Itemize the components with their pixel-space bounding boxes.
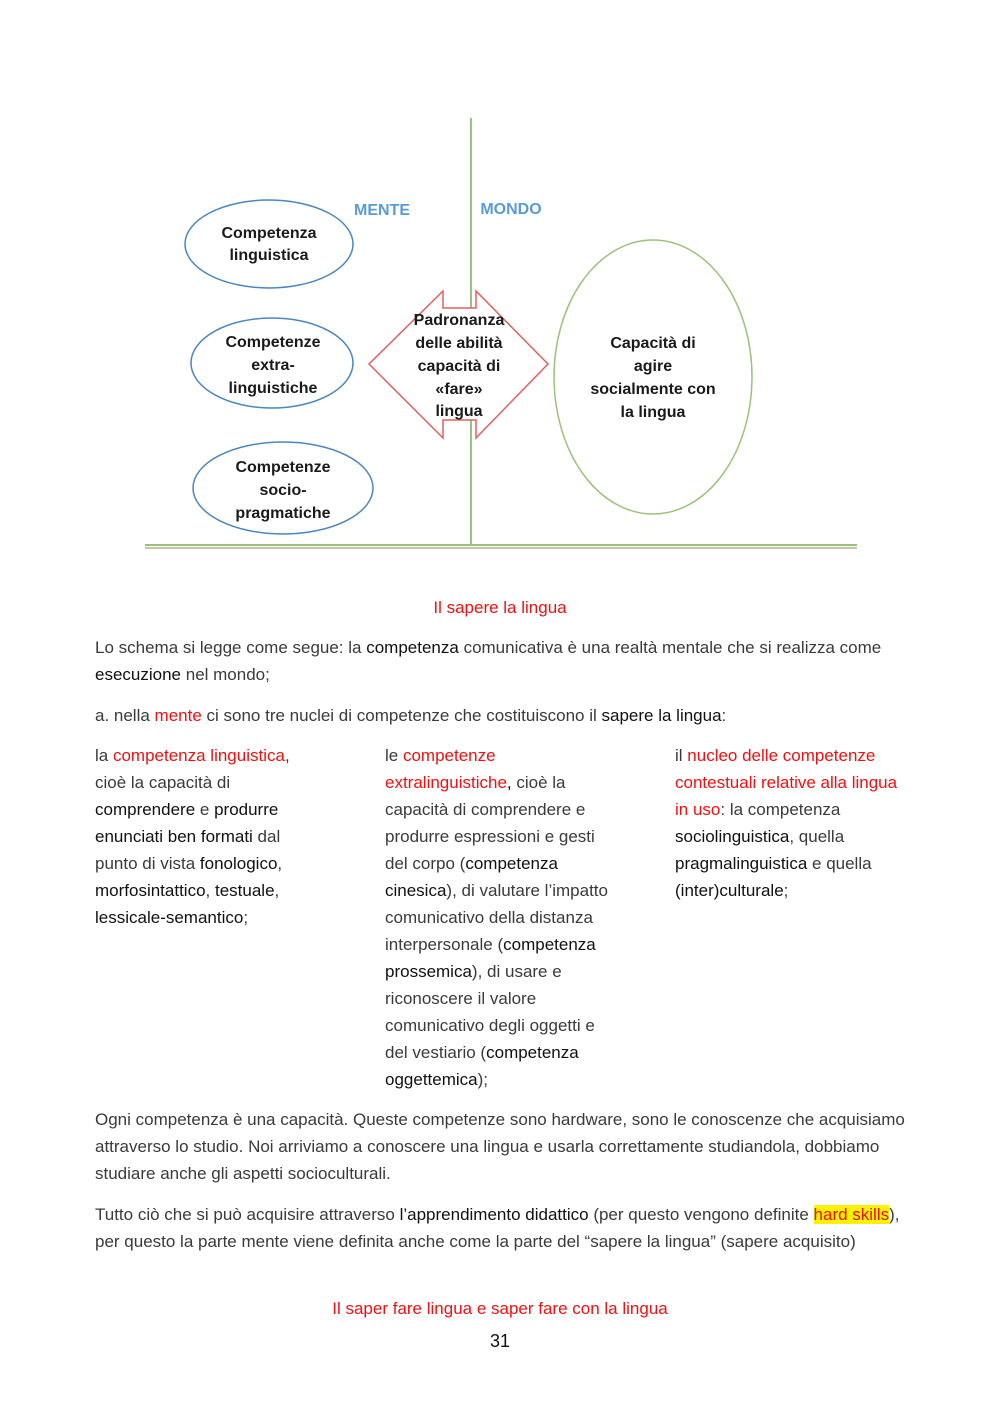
right-ellipse-line3: socialmente con: [590, 381, 716, 398]
red-term: competenza linguistica: [112, 746, 285, 765]
page-number: 31: [489, 1331, 511, 1351]
arrow-line2: delle abilità: [415, 335, 503, 352]
mente-label: MENTE: [354, 202, 410, 219]
text-run: ), di usare e riconoscere il valore comunicativo degli oggetti e del vestiario (: [385, 962, 595, 1062]
text-run: e quella: [807, 854, 872, 873]
column-competenze-extralinguistiche: [385, 742, 615, 1093]
column-competenze-contestuali: [675, 742, 910, 904]
paragraph-schema: [95, 634, 905, 688]
arrow-line4: «fare»: [435, 381, 483, 398]
ellipse3-line1: Competenze: [235, 459, 331, 476]
bold-term: fonologico: [199, 854, 278, 873]
text-run: : la competenza: [720, 800, 841, 819]
bold-term: competenza oggettemica: [385, 1043, 579, 1089]
ellipse2-line2: extra-: [251, 357, 295, 374]
ellipse1-line2: linguistica: [229, 247, 309, 264]
right-ellipse-line1: Capacità di: [610, 335, 696, 352]
text-run: , cioè la capacità di: [95, 746, 290, 792]
text-run: comunicativa è una realtà mentale che si realizza come: [458, 638, 882, 657]
section-heading-sapere: Il sapere la lingua: [433, 598, 567, 617]
text-run: Lo schema si legge come segue: la: [95, 638, 367, 657]
text-run: ), di valutare l’impatto comunicativo della distanza interpersonale (: [385, 881, 608, 954]
red-term: mente: [154, 706, 202, 725]
text-run: , quella: [789, 827, 845, 846]
bold-term: testuale: [215, 881, 275, 900]
text-run: (per questo vengono definite: [588, 1205, 814, 1224]
ellipse2-line3: linguistiche: [228, 380, 318, 397]
paragraph-apprendimento: [95, 1201, 905, 1255]
text-run: Tutto ciò che si può acquisire attraverso: [95, 1205, 400, 1224]
text-run: a. nella: [95, 706, 155, 725]
ellipse2-line1: Competenze: [225, 334, 321, 351]
text-run: ;: [243, 908, 249, 927]
column-competenza-linguistica: [95, 742, 310, 931]
competence-diagram: [0, 0, 1000, 560]
bold-term: l’apprendimento didattico: [399, 1205, 589, 1224]
text-run: :: [721, 706, 727, 725]
ellipse3-line2: socio-: [259, 482, 307, 499]
text-run: );: [477, 1070, 489, 1089]
text-run: ;: [783, 881, 789, 900]
text-run: ci sono tre nuclei di competenze che costituiscono il: [201, 706, 602, 725]
bold-term: morfosintattico: [95, 881, 206, 900]
bold-term: pragmalinguistica: [675, 854, 808, 873]
paragraph-mente: [95, 702, 905, 729]
right-ellipse-line4: la lingua: [620, 404, 686, 421]
text-run: dal punto di vista: [95, 827, 281, 873]
text-run: cioè la capacità di comprendere e produrre espressioni e gesti del corpo (: [385, 773, 595, 873]
bold-term: sapere la lingua: [601, 706, 722, 725]
bold-term: esecuzione: [95, 665, 182, 684]
text-run: ,: [274, 881, 280, 900]
text-run: nel mondo;: [181, 665, 270, 684]
arrow-line5: lingua: [435, 403, 483, 420]
ellipse-competenza-linguistica: [185, 200, 353, 288]
text-run: ), per questo la parte mente viene definita anche come la parte del “sapere la lingua” (sapere acquisito): [95, 1205, 900, 1251]
ellipse-capacita-agire: [554, 240, 752, 514]
mondo-label: MONDO: [480, 201, 542, 218]
text-run: il: [675, 746, 688, 765]
text-run: ,: [205, 881, 215, 900]
bold-term: competenza: [366, 638, 459, 657]
section-heading-saper-fare: Il saper fare lingua e saper fare con la lingua: [332, 1299, 668, 1318]
ellipse3-line3: pragmatiche: [235, 505, 331, 522]
red-term: competenze extralinguistiche: [385, 746, 507, 792]
text-run: ,: [277, 854, 283, 873]
bold-term: (inter)culturale: [675, 881, 784, 900]
bold-term: comprendere: [95, 800, 196, 819]
bold-term: sociolinguistica: [675, 827, 790, 846]
paragraph-ogni-competenza: Ogni competenza è una capacità. Queste competenze sono hardware, sono le conoscenze che acquisiamo attraverso lo studio. Noi arriviamo a conoscere una lingua e usarla correttamente studiandola, dobbiamo studiare anche gli aspetti socioculturali.: [95, 1110, 905, 1183]
highlighted-term: hard skills: [813, 1205, 890, 1224]
bold-term: ,: [506, 773, 512, 792]
text-run: le: [385, 746, 403, 765]
ellipse1-line1: Competenza: [221, 225, 317, 242]
bold-term: lessicale-semantico: [95, 908, 244, 927]
bold-term: produrre enunciati ben formati: [95, 800, 279, 846]
text-run: e: [195, 800, 215, 819]
arrow-line3: capacità di: [417, 358, 501, 375]
red-term: nucleo delle competenze contestuali relative alla lingua in uso: [675, 746, 898, 819]
arrow-line1: Padronanza: [413, 312, 505, 329]
text-run: la: [95, 746, 113, 765]
bold-term: competenza cinesica: [385, 854, 558, 900]
bold-term: competenza prossemica: [385, 935, 596, 981]
right-ellipse-line2: agire: [633, 358, 673, 375]
